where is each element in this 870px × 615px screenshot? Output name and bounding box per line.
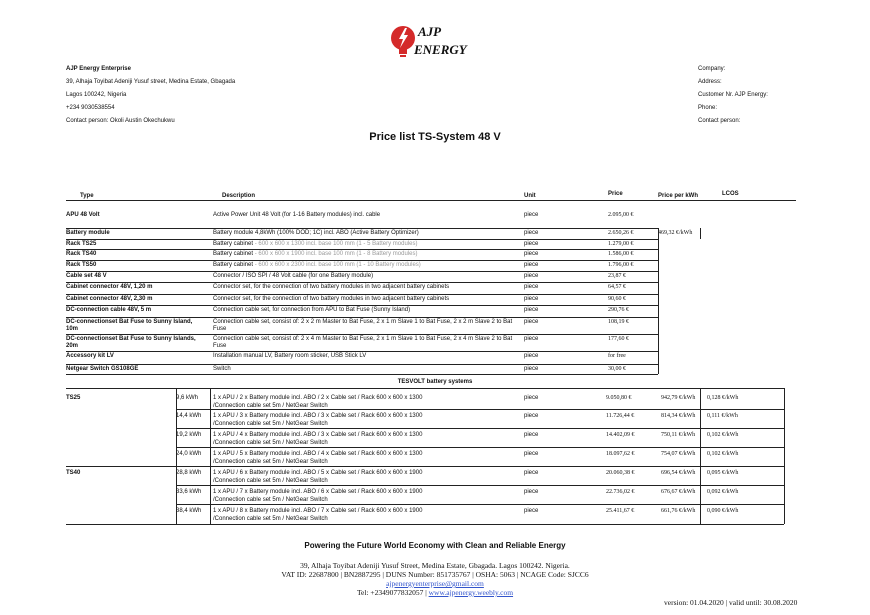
- item-description: [213, 336, 523, 350]
- row-divider: [66, 305, 658, 306]
- system-unit: piece: [524, 470, 539, 476]
- item-price: 290,76 €: [608, 307, 629, 313]
- system-description: 1 x APU / 4 x Battery module incl. ABO / 3 x Cable set / Rack 600 x 600 x 1300 /Connection cable set 5m / NetGear Switch: [213, 432, 423, 446]
- system-lcos: 0,092 €/kWh: [707, 489, 739, 495]
- item-desc-extra: - 600 x 600 x 2300 incl. base 100 mm (1 - 10 Battery modules): [253, 262, 421, 268]
- item-description: [213, 273, 523, 280]
- system-price: 25.411,67 €: [606, 508, 635, 514]
- system-capacity: 33,6 kWh: [176, 489, 202, 495]
- item-price: 30,00 €: [608, 366, 626, 372]
- system-type: TS25: [66, 395, 81, 401]
- item-type: Cabinet connector 48V, 2,30 m: [66, 296, 153, 302]
- system-description: 1 x APU / 2 x Battery module incl. ABO / 2 x Cable set / Rack 600 x 600 x 1300 /Connection cable set 5m / NetGear Switch: [213, 395, 423, 409]
- item-type: Rack TS40: [66, 251, 97, 257]
- row-divider: [66, 351, 658, 352]
- system-price-per-kwh: 942,79 €/kWh: [661, 395, 696, 401]
- footer-contact-line: [0, 588, 870, 597]
- page-title: Price list TS-System 48 V: [369, 131, 501, 143]
- row-divider: [66, 364, 658, 365]
- item-description: [213, 353, 523, 360]
- item-price: 177,60 €: [608, 336, 629, 342]
- item-type: Battery module: [66, 230, 110, 236]
- system-price-per-kwh: 754,07 €/kWh: [661, 451, 696, 457]
- item-price: 64,57 €: [608, 284, 626, 290]
- system-price-per-kwh: 750,11 €/kWh: [661, 432, 696, 438]
- item-type: DC-connection cable 48V, 5 m: [66, 307, 152, 313]
- item-desc-extra: - 600 x 600 x 1900 incl. base 100 mm (1 - 8 Battery modules): [253, 251, 418, 257]
- column-border: [700, 228, 701, 239]
- item-unit: piece: [524, 296, 539, 302]
- system-capacity: 14,4 kWh: [176, 413, 202, 419]
- item-price: 90,60 €: [608, 296, 626, 302]
- item-unit: piece: [524, 273, 539, 279]
- logo-text-energy: ENERGY: [414, 42, 467, 57]
- item-unit: piece: [524, 366, 539, 372]
- item-desc-main: Connector set, for the connection of two battery modules in two adjacent battery cabinets: [213, 296, 450, 302]
- item-desc-main: Active Power Unit 48 Volt (for 1-16 Battery modules) incl. cable: [213, 212, 381, 218]
- system-row-divider: [66, 466, 784, 467]
- row-divider: [66, 260, 658, 261]
- system-price-per-kwh: 696,54 €/kWh: [661, 470, 696, 476]
- row-divider: [66, 317, 658, 318]
- system-price: 18.097,62 €: [606, 451, 635, 457]
- system-description: 1 x APU / 6 x Battery module incl. ABO / 5 x Cable set / Rack 600 x 600 x 1900 /Connection cable set 5m / NetGear Switch: [213, 470, 423, 484]
- footer-email-line: [0, 579, 870, 588]
- customer-nr-label: Customer Nr. AJP Energy:: [698, 92, 768, 98]
- item-unit: piece: [524, 212, 539, 218]
- item-price: 2.095,00 €: [608, 212, 634, 218]
- footer-slogan: Powering the Future World Economy with Clean and Reliable Energy: [304, 541, 566, 550]
- system-lcos: 0,102 €/kWh: [707, 432, 739, 438]
- system-row-divider: [176, 504, 784, 505]
- systems-column-border: [784, 388, 785, 524]
- item-desc-main: Battery cabinet: [213, 262, 254, 268]
- item-desc-main: Installation manual LV, Battery room sticker, USB Stick LV: [213, 353, 367, 359]
- header-description: Description: [222, 193, 256, 199]
- system-row-divider: [176, 409, 784, 410]
- systems-column-border: [210, 388, 211, 524]
- system-type: TS40: [66, 470, 81, 476]
- item-description: [213, 284, 523, 291]
- systems-column-border: [700, 388, 701, 524]
- item-description: [213, 212, 523, 219]
- company-phone: +234 9030538554: [66, 105, 115, 111]
- item-description: [213, 366, 523, 373]
- system-capacity: 19,2 kWh: [176, 432, 202, 438]
- item-type: Rack TS25: [66, 241, 97, 247]
- item-type: Rack TS50: [66, 262, 97, 268]
- item-desc-main: Battery cabinet: [213, 251, 254, 257]
- system-row-divider: [176, 485, 784, 486]
- system-unit: piece: [524, 508, 539, 514]
- item-unit: piece: [524, 262, 539, 268]
- row-divider: [66, 294, 658, 295]
- company-contact: Contact person: Okoli Austin Okechukwu: [66, 118, 175, 124]
- item-type: Cable set 48 V: [66, 273, 107, 279]
- system-capacity: 28,8 kWh: [176, 470, 202, 476]
- systems-top-divider: [66, 388, 784, 389]
- item-unit: piece: [524, 319, 539, 325]
- row-divider: [66, 334, 658, 335]
- item-description: [213, 251, 523, 258]
- system-row-divider: [66, 524, 784, 525]
- item-unit: piece: [524, 230, 539, 236]
- item-desc-main: Connector / ISO SPI / 48 Volt cable (for one Battery module): [213, 273, 374, 279]
- lightbulb-logo-icon: [390, 22, 470, 64]
- item-desc-main: Switch: [213, 366, 231, 372]
- item-desc-main: Connection cable set, for connection from APU to Bat Fuse (Sunny Island): [213, 307, 411, 313]
- header-type: Type: [80, 193, 94, 199]
- row-divider: [66, 374, 658, 375]
- item-type: DC-connectionset Bat Fuse to Sunny Islands, 20m: [66, 336, 196, 349]
- system-price: 14.402,09 €: [606, 432, 635, 438]
- system-unit: piece: [524, 395, 539, 401]
- item-unit: piece: [524, 353, 539, 359]
- item-desc-main: Connection cable set, consist of: 2 x 2 m Master to Bat Fuse, 2 x 1 m Slave 1 to Bat Fuse, 2 x 2 m Slave 2 to Bat Fuse: [213, 319, 513, 332]
- item-description: [213, 296, 523, 303]
- item-price: 1.586,00 €: [608, 251, 634, 257]
- system-lcos: 0,111 €/kWh: [707, 413, 738, 419]
- item-description: [213, 262, 523, 269]
- customer-phone-label: Phone:: [698, 105, 718, 111]
- system-lcos: 0,090 €/kWh: [707, 508, 739, 514]
- item-price: 1.796,00 €: [608, 262, 634, 268]
- item-price: 1.279,00 €: [608, 241, 634, 247]
- item-type: DC-connectionset Bat Fuse to Sunny Island, 10m: [66, 319, 193, 332]
- item-desc-main: Connection cable set, consist of: 2 x 4 m Master to Bat Fuse, 2 x 1 m Slave 1 to Bat Fuse, 2 x 4 m Slave 2 to Bat Fuse: [213, 336, 513, 349]
- item-type: Accessory kit LV: [66, 353, 114, 359]
- header-price-per-kwh: Price per kWh: [658, 193, 699, 199]
- header-price: Price: [608, 191, 623, 197]
- item-unit: piece: [524, 307, 539, 313]
- system-capacity: 9,6 kWh: [176, 395, 199, 401]
- version-info: version: 01.04.2020 | valid until: 30.08.2020: [664, 598, 798, 607]
- item-desc-extra: - 600 x 600 x 1300 incl. base 100 mm (1 - 5 Battery modules): [253, 241, 418, 247]
- item-unit: piece: [524, 336, 539, 342]
- company-address: 39, Alhaja Toyibat Adeniji Yusuf street, Medina Estate, Gbagada: [66, 79, 236, 85]
- item-desc-main: Connector set, for the connection of two battery modules in two adjacent battery cabinets: [213, 284, 450, 290]
- item-type: APU 48 Volt: [66, 212, 100, 218]
- column-border: [658, 228, 659, 374]
- item-description: [213, 319, 523, 333]
- footer-ids: VAT ID: 22687800 | BN2887295 | DUNS Number: 851735767 | OSHA: 5063 | NCAGE Code: SJCC6: [281, 570, 589, 579]
- system-lcos: 0,095 €/kWh: [707, 470, 739, 476]
- row-divider: [66, 271, 658, 272]
- system-row-divider: [176, 447, 784, 448]
- company-city: Lagos 100242, Nigeria: [66, 92, 127, 98]
- system-description: 1 x APU / 3 x Battery module incl. ABO / 3 x Cable set / Rack 600 x 600 x 1300 /Connection cable set 5m / NetGear Switch: [213, 413, 423, 427]
- customer-address-label: Address:: [698, 79, 722, 85]
- system-unit: piece: [524, 413, 539, 419]
- logo-text-ajp: AJP: [418, 24, 442, 39]
- systems-column-border: [176, 388, 177, 524]
- system-description: 1 x APU / 8 x Battery module incl. ABO / 7 x Cable set / Rack 600 x 600 x 1900 /Connection cable set 5m / NetGear Switch: [213, 508, 423, 522]
- item-unit: piece: [524, 251, 539, 257]
- system-unit: piece: [524, 451, 539, 457]
- system-price-per-kwh: 814,34 €/kWh: [661, 413, 696, 419]
- system-row-divider: [176, 428, 784, 429]
- system-price: 11.726,44 €: [606, 413, 635, 419]
- item-unit: piece: [524, 284, 539, 290]
- item-desc-main: Battery cabinet: [213, 241, 254, 247]
- item-description: [213, 241, 523, 248]
- item-unit: piece: [524, 241, 539, 247]
- item-price: for free: [608, 353, 626, 359]
- system-capacity: 38,4 kWh: [176, 508, 202, 514]
- header-unit: Unit: [524, 193, 536, 199]
- customer-company-label: Company:: [698, 66, 726, 72]
- footer-email-link[interactable]: ajpenergyenterprise@gmail.com: [386, 579, 484, 588]
- system-price-per-kwh: 661,76 €/kWh: [661, 508, 696, 514]
- system-price: 20.060,38 €: [606, 470, 635, 476]
- item-price-per-kwh: 469,32 €/kWh: [658, 230, 693, 236]
- item-type: Netgear Switch GS108GE: [66, 366, 139, 372]
- item-description: [213, 230, 523, 237]
- customer-contact-label: Contact person:: [698, 118, 741, 124]
- footer-tel: Tel: +2349077832057 |: [356, 588, 429, 597]
- item-description: [213, 307, 523, 314]
- system-description: 1 x APU / 5 x Battery module incl. ABO / 4 x Cable set / Rack 600 x 600 x 1300 /Connection cable set 5m / NetGear Switch: [213, 451, 423, 465]
- item-price: 108,19 €: [608, 319, 629, 325]
- row-divider: [66, 282, 658, 283]
- system-price: 9.050,80 €: [606, 395, 632, 401]
- row-divider: [66, 228, 658, 229]
- item-price: 23,87 €: [608, 273, 626, 279]
- system-capacity: 24,0 kWh: [176, 451, 202, 457]
- system-price: 22.736,02 €: [606, 489, 635, 495]
- footer-website-link[interactable]: www.ajpenergy.weebly.com: [428, 588, 514, 597]
- item-type: Cabinet connector 48V, 1,20 m: [66, 284, 153, 290]
- header-divider: [66, 200, 796, 201]
- row-divider: [66, 249, 658, 250]
- systems-title: TESVOLT battery systems: [397, 379, 473, 385]
- system-unit: piece: [524, 489, 539, 495]
- system-lcos: 0,102 €/kWh: [707, 451, 739, 457]
- row-divider: [66, 239, 658, 240]
- item-price: 2.650,26 €: [608, 230, 634, 236]
- header-lcos: LCOS: [722, 191, 739, 197]
- company-name: AJP Energy Enterprise: [66, 66, 131, 72]
- system-description: 1 x APU / 7 x Battery module incl. ABO / 6 x Cable set / Rack 600 x 600 x 1900 /Connection cable set 5m / NetGear Switch: [213, 489, 423, 503]
- item-desc-main: Battery module 4,8kWh (100% DOD; 1C) incl. ABO (Active Battery Optimizer): [213, 230, 419, 236]
- company-logo: [390, 22, 470, 64]
- system-price-per-kwh: 676,67 €/kWh: [661, 489, 696, 495]
- system-lcos: 0,128 €/kWh: [707, 395, 739, 401]
- system-unit: piece: [524, 432, 539, 438]
- footer-address: 39, Alhaja Toyibat Adeniji Yusuf Street, Medina Estate, Gbagada. Lagos 100242. Nigeria.: [300, 561, 570, 570]
